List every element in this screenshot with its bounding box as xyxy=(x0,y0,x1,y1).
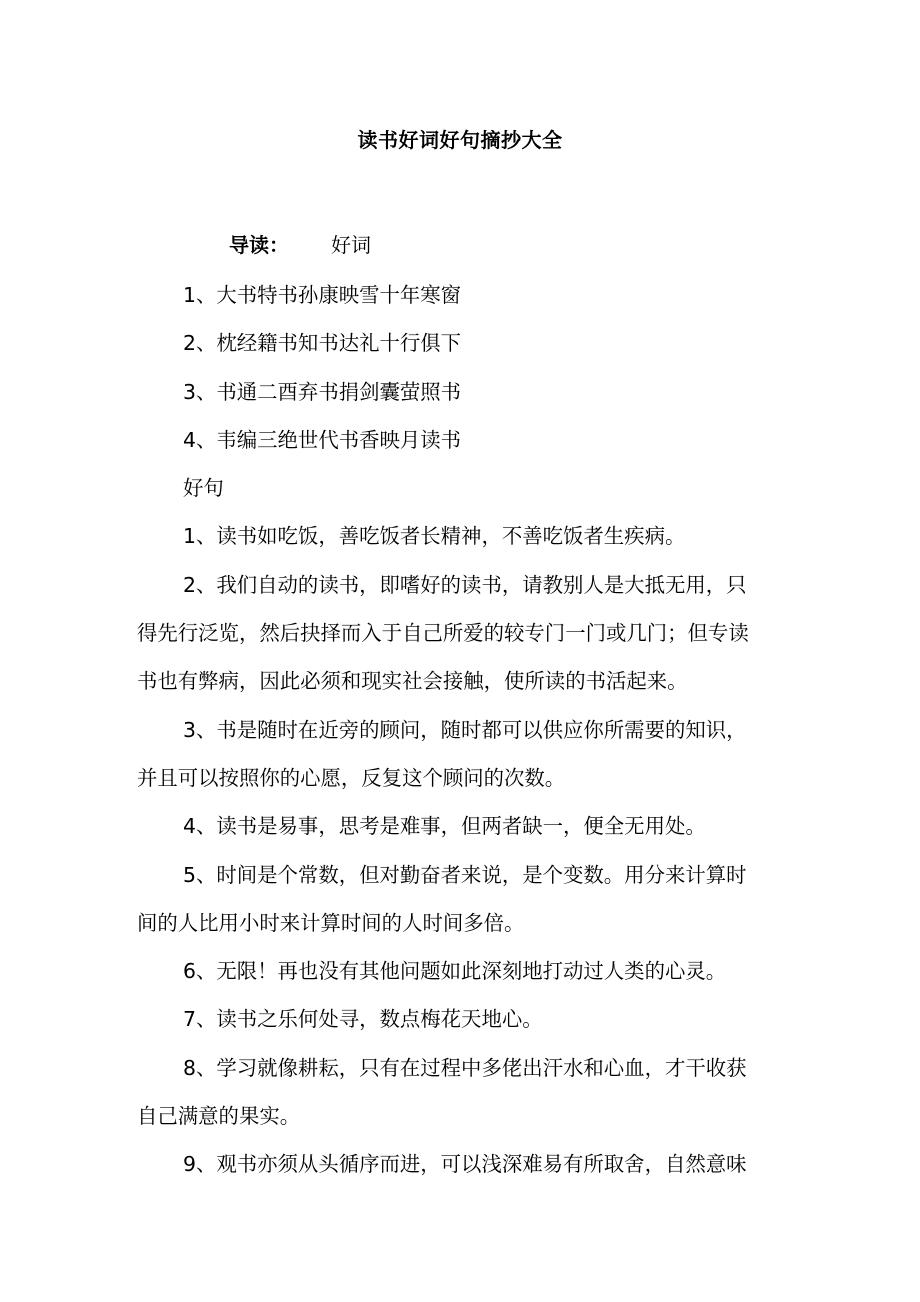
text-line: 3、书是随时在近旁的顾问，随时都可以供应你所需要的知识， xyxy=(183,717,747,742)
guide-heading xyxy=(229,230,371,260)
text-line: 6、无限！再也没有其他问题如此深刻地打动过人类的心灵。 xyxy=(183,959,727,984)
guide-label: 导读： xyxy=(229,233,289,257)
text-line: 5、时间是个常数，但对勤奋者来说，是个变数。用分来计算时 xyxy=(183,862,747,887)
document-body xyxy=(137,271,797,1189)
text-line: 7、读书之乐何处寻，数点梅花天地心。 xyxy=(183,1007,543,1032)
text-line: 2、枕经籍书知书达礼十行俱下 xyxy=(183,331,462,356)
text-line: 1、大书特书孙康映雪十年寒窗 xyxy=(183,283,462,307)
text-line: 3、书通二酉弃书捐剑囊萤照书 xyxy=(183,379,462,404)
text-line: 并且可以按照你的心愿，反复这个顾问的次数。 xyxy=(137,765,566,790)
text-line: 得先行泛览，然后抉择而入于自己所爱的较专门一门或几门；但专读 xyxy=(137,621,749,646)
section-good-words-label: 好词 xyxy=(331,233,371,257)
text-line: 4、韦编三绝世代书香映月读书 xyxy=(183,427,462,452)
text-line: 1、读书如吃饭，善吃饭者长精神，不善吃饭者生疾病。 xyxy=(183,524,686,549)
text-line: 自己满意的果实。 xyxy=(137,1104,301,1129)
text-line: 2、我们自动的读书，即嗜好的读书，请教别人是大抵无用，只 xyxy=(183,572,747,597)
text-line: 4、读书是易事，思考是难事，但两者缺一，便全无用处。 xyxy=(183,814,706,839)
text-line: 8、学习就像耕耘，只有在过程中多佬出汗水和心血，才干收获 xyxy=(183,1055,747,1080)
text-line: 间的人比用小时来计算时间的人时间多倍。 xyxy=(137,910,525,935)
text-line: 书也有弊病，因此必须和现实社会接触，使所读的书活起来。 xyxy=(137,669,688,694)
text-line: 9、观书亦须从头循序而进，可以浅深难易有所取舍，自然意味 xyxy=(183,1152,747,1177)
text-line: 好句 xyxy=(183,476,224,501)
document-title: 读书好词好句摘抄大全 xyxy=(357,128,563,152)
